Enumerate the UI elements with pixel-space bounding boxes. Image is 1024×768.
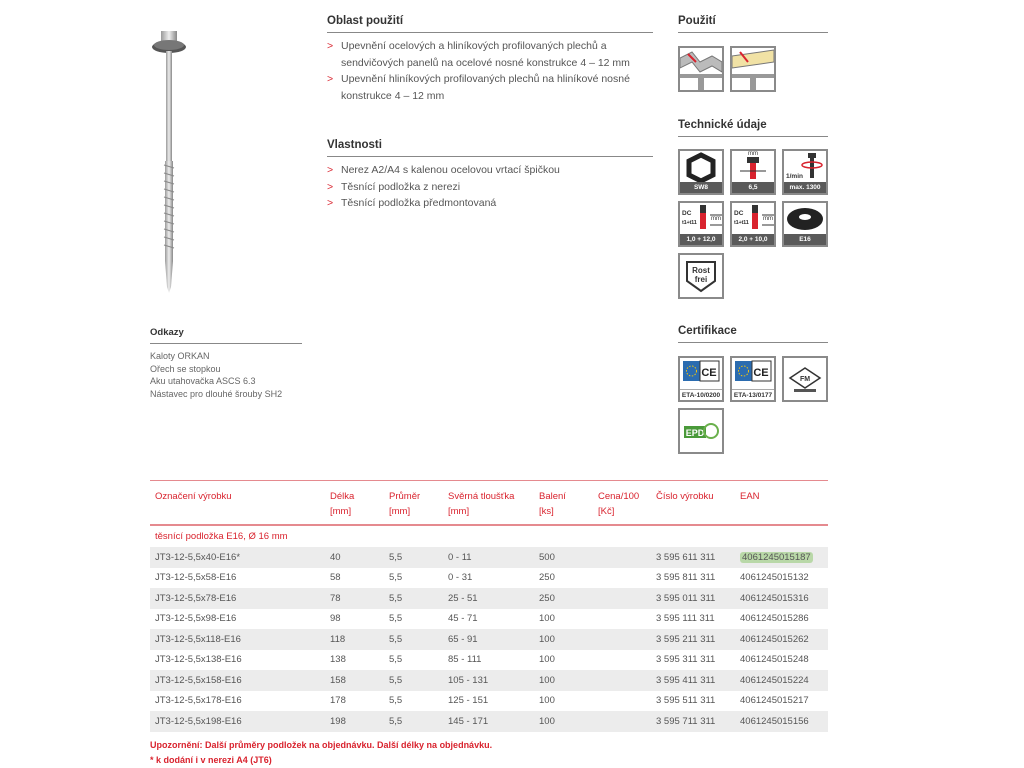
cell-diameter: 5,5 [384, 670, 443, 691]
rostfrei-icon [678, 253, 724, 299]
usage-title: Oblast použití [327, 15, 653, 33]
cell-price [593, 609, 651, 630]
list-item: > Upevnění ocelových a hliníkových profilovaných plechů a sendvičových panelů na ocelové nosné konstrukce 4 – 12 mm [327, 40, 630, 69]
table-row[interactable] [150, 547, 828, 568]
application-title: Použití [678, 15, 828, 33]
cell-ean: 4061245015262 [735, 629, 828, 650]
cell-package: 100 [534, 711, 593, 732]
drill-capacity-icon: DC t1+t11 mm 2,0 + 10,0 [730, 201, 776, 247]
cell-price [593, 711, 651, 732]
header-clamping-thickness: Svěrná tloušťka [mm] [448, 491, 515, 517]
cell-product-code: JT3-12-5,5x158-E16 [150, 670, 325, 691]
header-item-number: Číslo výrobku [656, 491, 714, 502]
cell-product-code: JT3-12-5,5x178-E16 [155, 695, 242, 707]
cell-clamping-thickness: 85 - 111 [448, 654, 482, 666]
group-label: těsnící podložka E16, Ø 16 mm [150, 525, 828, 547]
cell-price [593, 629, 651, 650]
cell-length: 58 [330, 572, 341, 584]
header-diameter: Průměr [mm] [389, 491, 421, 517]
link-item[interactable]: Aku utahovačka ASCS 6.3 [150, 376, 256, 386]
list-item: > Těsnící podložka z nerezi [327, 180, 461, 193]
cell-item-number: 3 595 111 311 [656, 613, 715, 625]
cell-length: 158 [325, 670, 384, 691]
cell-length: 138 [330, 654, 346, 666]
cell-diameter: 5,5 [389, 654, 403, 666]
cell-length: 198 [325, 711, 384, 732]
svg-text:CE: CE [701, 367, 717, 379]
dc-label: DC [682, 210, 692, 217]
svg-text:Rost: Rost [692, 266, 710, 275]
application-steel-icon [678, 46, 724, 92]
table-row[interactable] [150, 568, 828, 589]
link-item[interactable]: Nástavec pro dlouhé šrouby SH2 [150, 388, 283, 399]
dc-label: DC [734, 210, 744, 217]
screw-image [145, 25, 195, 300]
diameter-icon: mm 6,5 [730, 149, 776, 195]
cell-diameter: 5,5 [384, 588, 443, 609]
cell-ean: 4061245015248 [740, 654, 809, 666]
eta-ce-icon: CE ETA-10/0200 [678, 356, 724, 402]
dc-thickness-label: t1+t11 [682, 220, 697, 226]
cell-ean: 4061245015187 [735, 547, 828, 568]
cell-price [593, 670, 651, 691]
fm-approved-icon [782, 356, 828, 402]
table-row[interactable] [150, 670, 828, 691]
cell-package: 100 [539, 613, 555, 625]
dc-thickness-label: t1+t11 [734, 220, 749, 226]
cell-diameter: 5,5 [384, 711, 443, 732]
cell-ean: 4061245015156 [735, 711, 828, 732]
cell-package: 250 [539, 572, 555, 584]
cell-ean: 4061245015217 [740, 695, 809, 707]
cell-item-number: 3 595 511 311 [656, 695, 716, 707]
header-price: Cena/100 [Kč] [598, 491, 640, 517]
rpm-icon: 1/min max. 1300 [782, 149, 828, 195]
svg-text:frei: frei [694, 275, 708, 284]
cell-price [593, 547, 651, 568]
hex-drive-icon: SW8 [678, 149, 724, 195]
table-row[interactable] [150, 609, 828, 630]
cell-package: 250 [534, 588, 593, 609]
note-warning: Upozornění: Další průměry podložek na objednávku. Další délky na objednávku. [150, 739, 493, 750]
svg-text:FM: FM [799, 376, 811, 383]
cell-package: 100 [534, 629, 593, 650]
washer-icon: E16 [782, 201, 828, 247]
cell-clamping-thickness: 25 - 51 [443, 588, 534, 609]
cell-price [593, 568, 651, 589]
cell-package: 100 [539, 695, 555, 707]
table-row[interactable] [150, 650, 828, 671]
cell-ean: 4061245015132 [740, 572, 809, 584]
application-sandwich-icon [730, 46, 776, 92]
cell-length: 118 [325, 629, 384, 650]
header-ean: EAN [740, 491, 760, 502]
cell-product-code: JT3-12-5,5x198-E16 [150, 711, 325, 732]
cell-price [593, 588, 651, 609]
cell-product-code: JT3-12-5,5x78-E16 [150, 588, 325, 609]
cell-length: 98 [330, 613, 341, 625]
svg-text:CE: CE [753, 367, 769, 379]
cell-item-number: 3 595 611 311 [651, 547, 735, 568]
cell-diameter: 5,5 [384, 547, 443, 568]
header-package: Balení [ks] [539, 491, 566, 517]
cell-product-code: JT3-12-5,5x58-E16 [155, 572, 237, 584]
cell-length: 78 [325, 588, 384, 609]
cell-clamping-thickness: 0 - 11 [443, 547, 534, 568]
cell-product-code: JT3-12-5,5x40-E16* [150, 547, 325, 568]
cell-product-code: JT3-12-5,5x138-E16 [155, 654, 242, 666]
cell-diameter: 5,5 [389, 572, 403, 584]
cell-product-code: JT3-12-5,5x118-E16 [150, 629, 325, 650]
cell-ean: 4061245015286 [740, 613, 809, 625]
cell-item-number: 3 595 811 311 [656, 572, 716, 584]
cell-length: 40 [325, 547, 384, 568]
list-item: > Těsnící podložka předmontovaná [327, 197, 497, 209]
product-table [150, 480, 828, 768]
cell-item-number: 3 595 311 311 [656, 654, 716, 666]
drill-capacity-icon: DC t1+t11 mm 1,0 + 12,0 [678, 201, 724, 247]
table-row[interactable] [150, 588, 828, 609]
table-row[interactable] [150, 711, 828, 732]
cell-diameter: 5,5 [384, 629, 443, 650]
links-title: Odkazy [150, 327, 302, 344]
cell-package: 100 [539, 654, 555, 666]
cell-package: 100 [534, 670, 593, 691]
cell-ean: 4061245015316 [735, 588, 828, 609]
cell-length: 178 [330, 695, 346, 707]
cell-item-number: 3 595 711 311 [651, 711, 735, 732]
properties-section [327, 139, 653, 212]
table-row[interactable] [150, 629, 828, 650]
list-item: > Nerez A2/A4 s kalenou ocelovou vrtací špičkou [327, 164, 560, 176]
cell-diameter: 5,5 [389, 695, 403, 707]
link-item[interactable]: Kaloty ORKAN [150, 351, 210, 361]
cell-clamping-thickness: 45 - 71 [448, 613, 478, 625]
header-length: Délka [mm] [330, 491, 355, 517]
note-footnote: * k dodání i v nerezi A4 (JT6) [150, 754, 272, 765]
cell-item-number: 3 595 211 311 [651, 629, 735, 650]
certification-title: Certifikace [678, 325, 828, 343]
cell-item-number: 3 595 411 311 [651, 670, 735, 691]
cell-clamping-thickness: 0 - 31 [448, 572, 473, 584]
header-product-code: Označení výrobku [155, 491, 232, 502]
links-section [150, 327, 302, 400]
svg-text:EPD: EPD [685, 428, 705, 438]
cell-clamping-thickness: 105 - 131 [443, 670, 534, 691]
cell-clamping-thickness: 65 - 91 [443, 629, 534, 650]
cell-item-number: 3 595 011 311 [651, 588, 735, 609]
table-row[interactable] [150, 691, 828, 712]
cell-clamping-thickness: 125 - 151 [448, 695, 489, 707]
cell-clamping-thickness: 145 - 171 [443, 711, 534, 732]
properties-title: Vlastnosti [327, 139, 653, 157]
list-item: > Upevnění hliníkových profilovaných plechů na hliníkové nosné konstrukce 4 – 12 mm [327, 73, 630, 102]
technical-title: Technické údaje [678, 119, 828, 137]
eta-ce-icon: CE ETA-13/0177 [730, 356, 776, 402]
cell-product-code: JT3-12-5,5x98-E16 [155, 613, 237, 625]
cell-price [593, 650, 651, 671]
link-item[interactable]: Ořech se stopkou [150, 363, 221, 374]
cell-price [593, 691, 651, 712]
epd-icon [678, 408, 724, 454]
usage-section [327, 15, 653, 104]
cell-ean: 4061245015224 [735, 670, 828, 691]
cell-package: 500 [534, 547, 593, 568]
cell-diameter: 5,5 [389, 613, 403, 625]
